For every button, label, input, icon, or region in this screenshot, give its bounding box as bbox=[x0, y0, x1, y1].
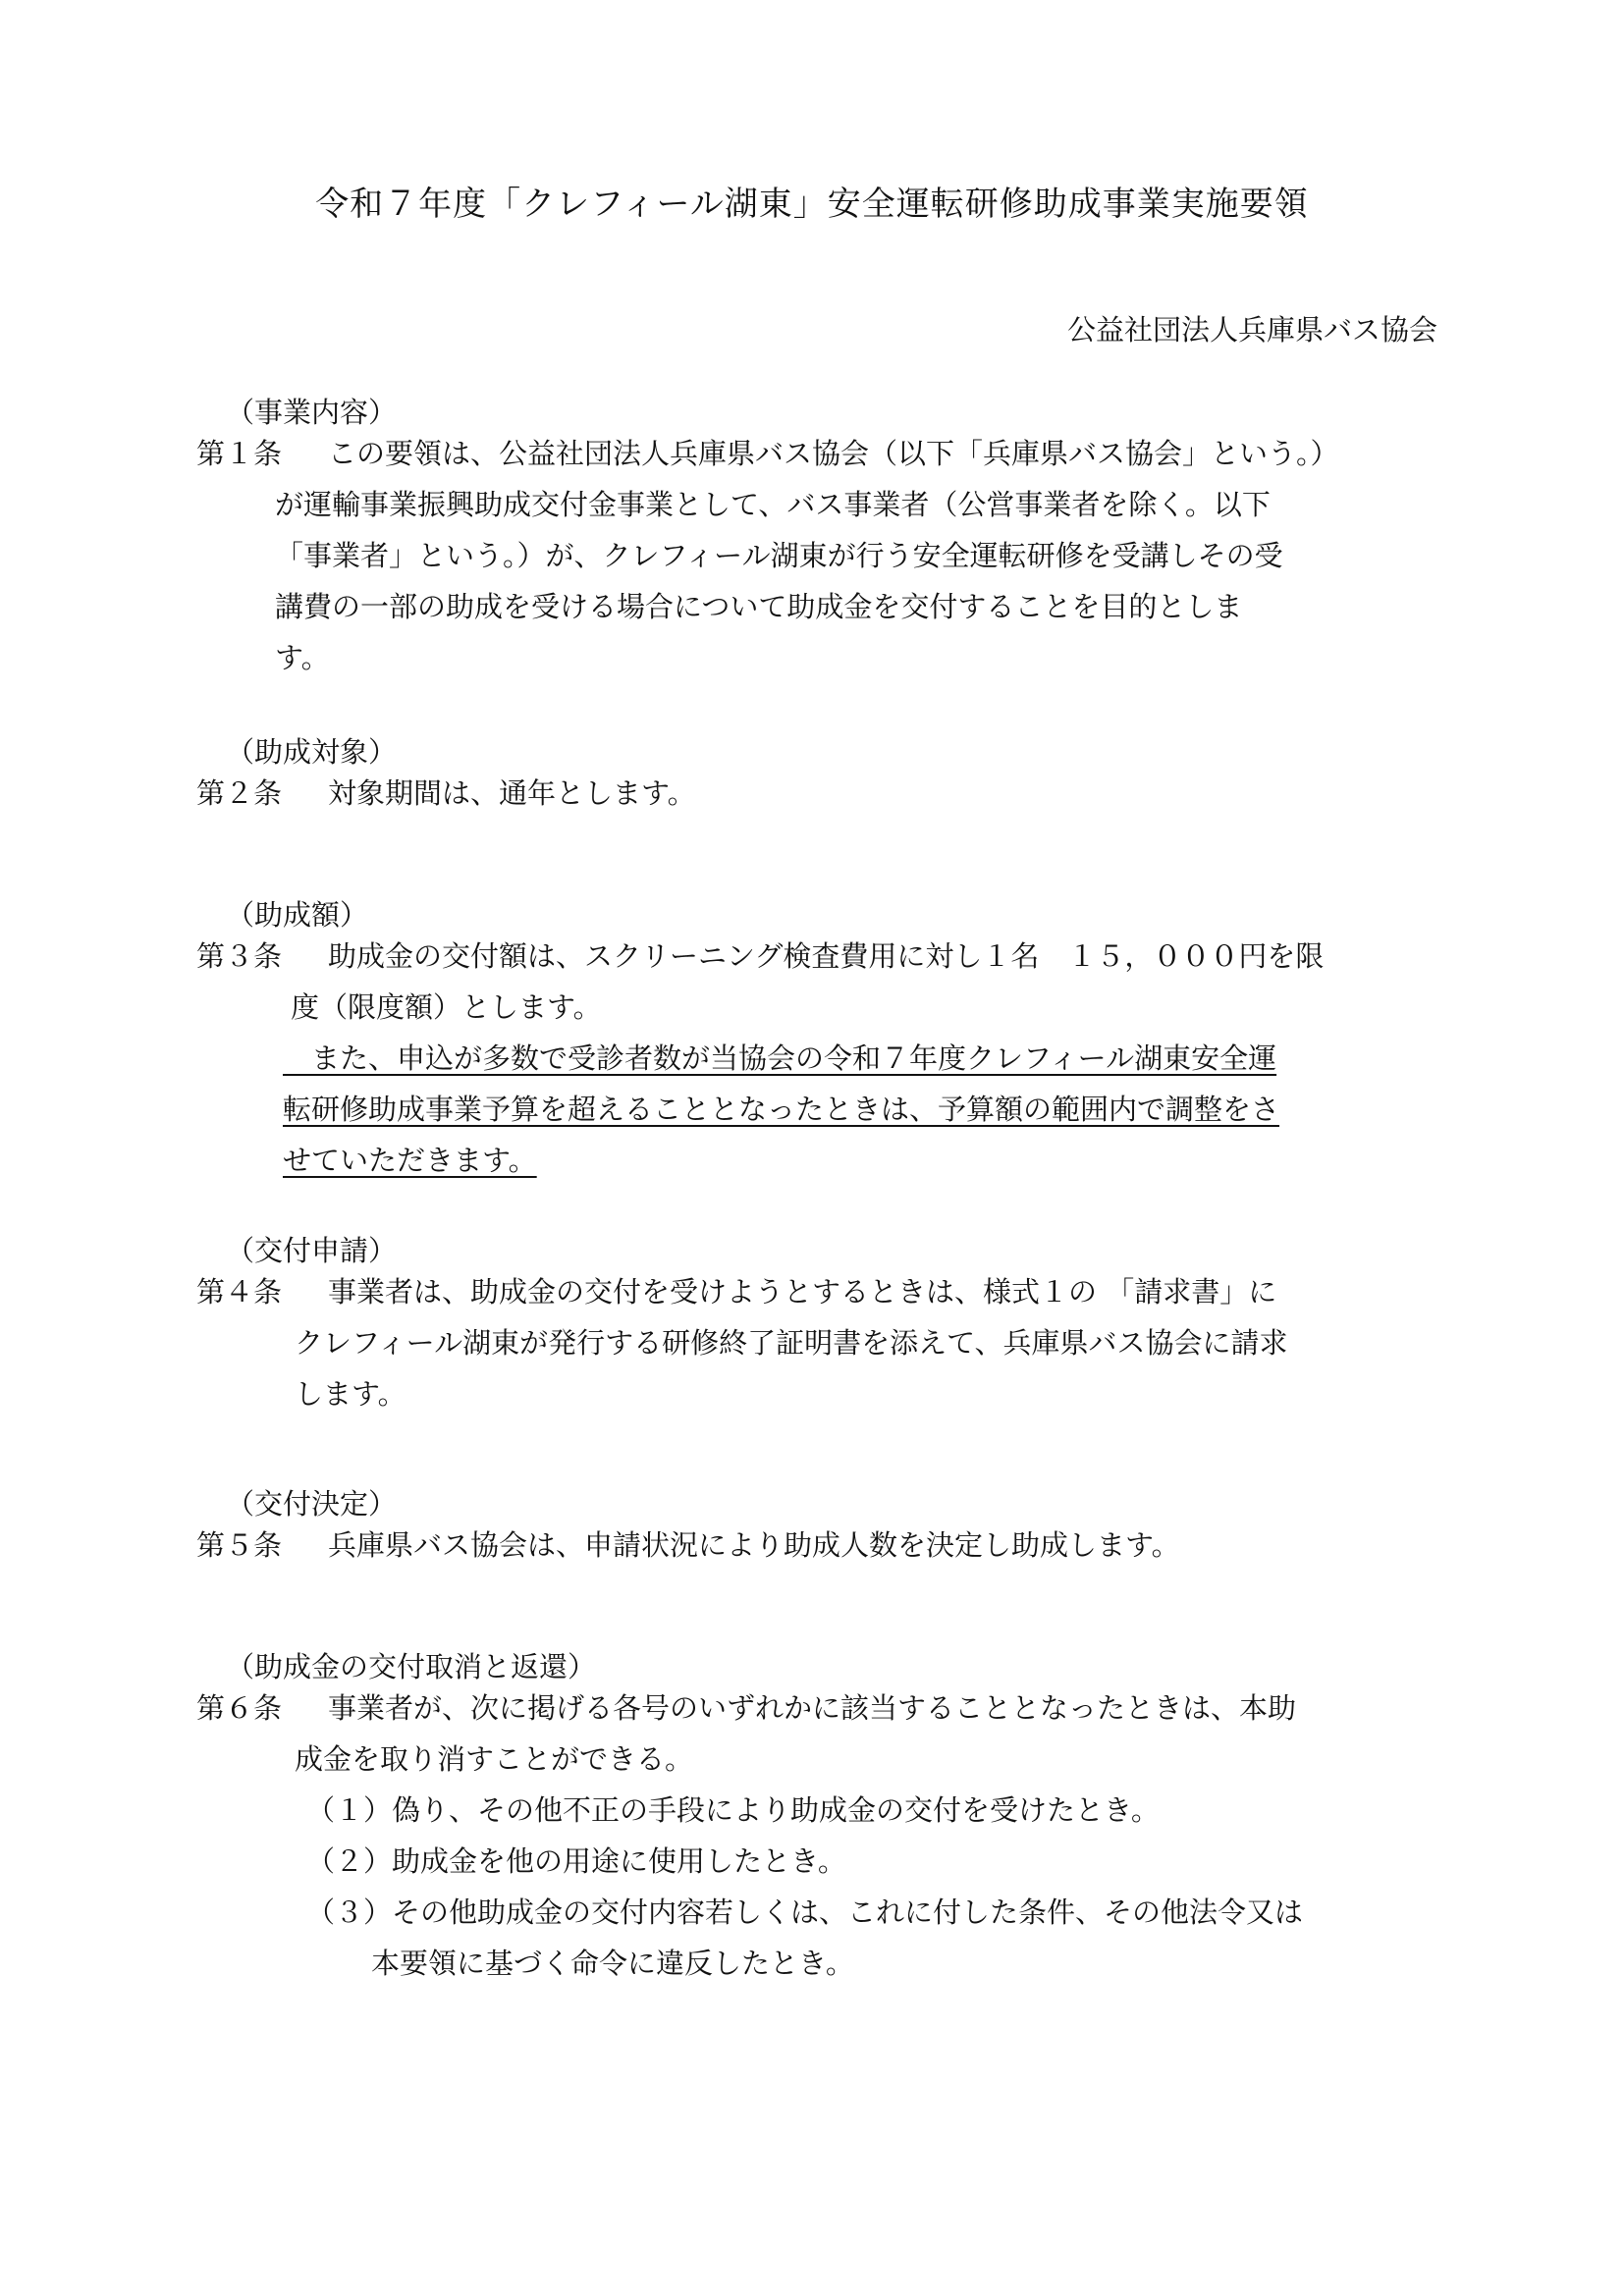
article-6-label: 第６条 bbox=[196, 1691, 283, 1725]
article-1-line: す。 bbox=[275, 641, 330, 674]
issuing-organization: 公益社団法人兵庫県バス協会 bbox=[1066, 313, 1437, 347]
article-1-heading: （事業内容） bbox=[226, 396, 398, 429]
article-4 bbox=[196, 1266, 1288, 1419]
article-6-line: 成金を取り消すことができる。 bbox=[295, 1742, 694, 1776]
article-1-line: この要領は、公益社団法人兵庫県バス協会（以下「兵庫県バス協会」という。） bbox=[328, 437, 1339, 470]
article-6-item: （３）その他助成金の交付内容若しくは、これに付した条件、その他法令又は bbox=[306, 1896, 1304, 1929]
article-2-heading: （助成対象） bbox=[226, 735, 398, 769]
article-3 bbox=[196, 931, 1324, 1186]
article-1-line: が運輸事業振興助成交付金事業として、バス事業者（公営事業者を除く。以下 bbox=[275, 488, 1271, 521]
article-6-line: 事業者が、次に掲げる各号のいずれかに該当することとなったときは、本助 bbox=[328, 1691, 1297, 1725]
article-3-line: 度（限度額）とします。 bbox=[291, 990, 602, 1024]
article-6-item-continuation: 本要領に基づく命令に違反したとき。 bbox=[371, 1947, 854, 1980]
article-1 bbox=[196, 428, 1339, 683]
article-4-heading: （交付申請） bbox=[226, 1234, 398, 1267]
article-6-item: （１）偽り、その他不正の手段により助成金の交付を受けたとき。 bbox=[306, 1793, 1160, 1827]
article-2-line: 対象期間は、通年とします。 bbox=[328, 776, 696, 810]
document-title: 令和７年度「クレフィール湖東」安全運転研修助成事業実施要領 bbox=[315, 185, 1309, 224]
article-3-underlined-line: せていただきます。 bbox=[283, 1144, 537, 1177]
article-4-line: 事業者は、助成金の交付を受けようとするときは、様式１の 「請求書」に bbox=[328, 1275, 1277, 1308]
article-6 bbox=[196, 1682, 1303, 1989]
article-5-line: 兵庫県バス協会は、申請状況により助成人数を決定し助成します。 bbox=[328, 1528, 1180, 1562]
article-5-label: 第５条 bbox=[196, 1528, 283, 1562]
article-3-line: 助成金の交付額は、スクリーニング検査費用に対し１名 １５，０００円を限 bbox=[328, 939, 1325, 973]
article-2 bbox=[196, 768, 696, 819]
article-4-line: します。 bbox=[295, 1377, 406, 1411]
article-3-underlined-line: 転研修助成事業予算を超えることとなったときは、予算額の範囲内で調整をさ bbox=[283, 1093, 1280, 1126]
article-1-line: 講費の一部の助成を受ける場合について助成金を交付することを目的としま bbox=[275, 590, 1243, 623]
article-3-underlined-line: また、申込が多数で受診者数が当協会の令和７年度クレフィール湖東安全運 bbox=[283, 1041, 1277, 1075]
article-1-label: 第１条 bbox=[196, 437, 283, 470]
article-3-heading: （助成額） bbox=[226, 898, 369, 932]
article-4-label: 第４条 bbox=[196, 1275, 283, 1308]
article-6-item: （２）助成金を他の用途に使用したとき。 bbox=[306, 1844, 846, 1878]
article-3-label: 第３条 bbox=[196, 939, 283, 973]
article-1-line: 「事業者」という。）が、クレフィール湖東が行う安全運転研修を受講しその受 bbox=[275, 539, 1283, 572]
article-6-heading: （助成金の交付取消と返還） bbox=[226, 1650, 597, 1683]
article-4-line: クレフィール湖東が発行する研修終了証明書を添えて、兵庫県バス協会に請求 bbox=[295, 1326, 1288, 1360]
article-2-label: 第２条 bbox=[196, 776, 283, 810]
article-5 bbox=[196, 1520, 1180, 1571]
article-5-heading: （交付決定） bbox=[226, 1487, 398, 1521]
